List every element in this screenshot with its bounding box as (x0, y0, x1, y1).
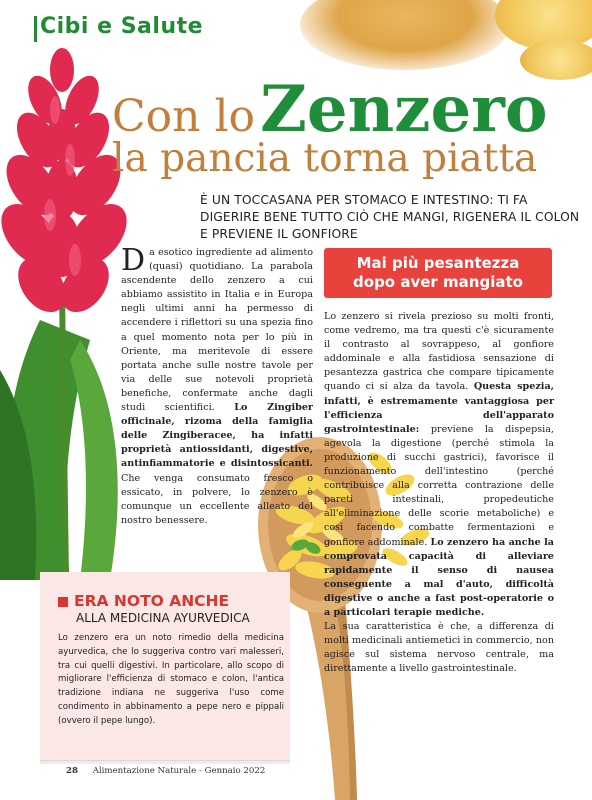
left-paragraph-intro: a esotico ingrediente ad alimento (quasi) quotidiano. La parabola ascendente dello zenzero a cui abbiamo assistito in Italia e in Europa negli ultimi anni ha permesso di accendere i riflettori su una spezia fino a quel momento nota per lo più in Oriente, ma meritevole di essere portata anche sulle nostre tavole per via delle sue notevoli proprietà benefiche, confermate anche dagli studi scientifici. (121, 247, 313, 414)
footer-rule (40, 760, 290, 761)
sidebar-heading (74, 592, 229, 610)
sidebar-heading-text: ERA NOTO ANCHE (74, 592, 230, 610)
subheading-line2: dopo aver mangiato (353, 273, 523, 291)
title-highlight: Zenzero (260, 72, 548, 147)
drop-cap: D (121, 243, 146, 278)
section-label-bar (34, 16, 37, 42)
right-paragraph-bold: Questa spezia, infatti, è estremamente vantaggiosa per l'efficienza dell'apparato gastrointestinale: (324, 381, 554, 435)
right-paragraph-intro: Lo zenzero si rivela prezioso su molti fronti, come vedremo, ma tra questi c'è sicuramente il contrasto al sovrappeso, al gonfiore addominale e alla fastidiosa sensazione di pesantezza gastrica che compare tipicamente quando ci si alza da tavola. (324, 311, 554, 393)
subheading-line1: Mai più pesantezza (356, 254, 520, 272)
title-prefix: Con lo (112, 91, 256, 142)
footer (66, 766, 265, 776)
article-deck: È UN TOCCASANA PER STOMACO E INTESTINO: TI FA DIGERIRE BENE TUTTO CIÒ CHE MANGI, RIGENERA IL COLON E PREVIENE IL GONFIORE (200, 193, 580, 241)
left-paragraph-end: Che venga consumato fresco o essicato, in polvere, lo zenzero è comunque un eccellente alleato del nostro benessere. (121, 472, 313, 526)
sidebar-bullet-square (58, 597, 68, 607)
section-label: Cibi e Salute (40, 14, 204, 39)
right-paragraph-mid: previene la dispepsia, agevola la digestione (perché stimola la produzione di succhi gastrici), favorisce il funzionamento dell'intestino (perché contribuisce alla corretta contrazione delle pareti intestinali, propedeutiche all'eliminazione delle scorie metaboliche) e così facendo combatte fermentazioni e gonfiore addominale. (324, 423, 554, 548)
spice-powder-image (300, 0, 510, 70)
right-paragraph-bold2: Lo zenzero ha anche la comprovata capacità di alleviare rapidamente il senso di nausea conseguente a mal d'auto, difficoltà digestive o anche a fast post-operatorie o a particolari terapie mediche. (324, 536, 554, 618)
left-paragraph-bold: Lo Zingiber officinale, rizoma della famiglia delle Zingiberacee, ha infatti proprietà antiossidanti, digestive, antinfiammatorie e disintossicanti. (121, 402, 313, 470)
ginger-flower-image (0, 40, 130, 580)
left-column-text (121, 243, 313, 528)
publication-name: Alimentazione Naturale - Gennaio 2022 (92, 766, 266, 776)
sidebar-body: Lo zenzero era un noto rimedio della medicina ayurvedica, che lo suggeriva contro vari malesseri, tra cui quelli digestivi. In particolare, allo scopo di migliorare l'efficienza di stomaco e colon, l'antica tradizione indiana ne suggeriva l'uso come condimento in abbinamento a pepe nero e pippali (ovvero il pepe lungo). (58, 633, 284, 726)
subheading-box (324, 248, 552, 298)
right-paragraph-final: La sua caratteristica è che, a differenza di molti medicinali antiemetici in commercio, non agisce sul sistema nervoso centrale, ma direttamente a livello gastrointestinale. (324, 621, 554, 675)
right-column-text (324, 310, 554, 676)
page-number: 28 (66, 766, 78, 776)
sidebar-subheading: ALLA MEDICINA AYURVEDICA (76, 611, 250, 625)
article-title-line2: la pancia torna piatta (112, 136, 538, 181)
